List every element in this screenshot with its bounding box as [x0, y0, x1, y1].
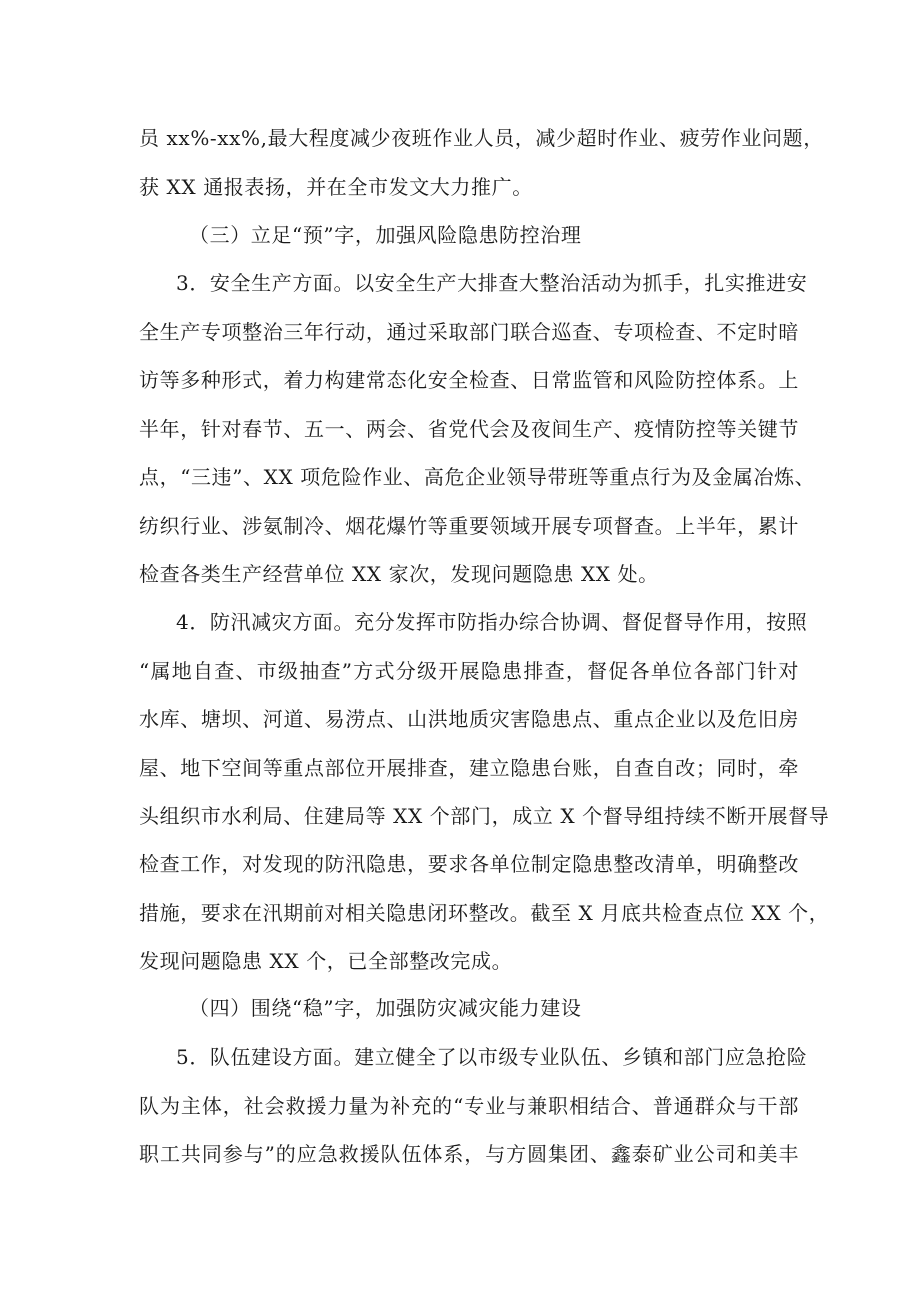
- paragraph-line: 4．防汛减灾方面。充分发挥市防指办综合协调、督促督导作用，按照: [176, 610, 808, 634]
- section-heading-3: （三）立足“预”字，加强风险隐患防控治理: [189, 223, 582, 247]
- paragraph-line: 员 xx%-xx%,最大程度减少夜班作业人员，减少超时作业、疲劳作业问题，: [139, 126, 824, 150]
- paragraph-line: “属地自查、市级抽查”方式分级开展隐患排查，督促各单位各部门针对: [139, 659, 799, 683]
- paragraph-line: 屋、地下空间等重点部位开展排查，建立隐患台账，自查自改；同时，牵: [139, 756, 799, 780]
- section-heading-4: （四）围绕“稳”字，加强防灾减灾能力建设: [189, 996, 582, 1020]
- paragraph-line: 检查工作，对发现的防汛隐患，要求各单位制定隐患整改清单，明确整改: [139, 852, 799, 876]
- paragraph-line: 措施，要求在汛期前对相关隐患闭环整改。截至 X 月底共检查点位 XX 个，: [139, 901, 830, 925]
- paragraph-line: 队为主体，社会救援力量为补充的“专业与兼职相结合、普通群众与干部: [139, 1094, 799, 1118]
- paragraph-line: 3．安全生产方面。以安全生产大排查大整治活动为抓手，扎实推进安: [176, 271, 808, 295]
- paragraph-line: 5．队伍建设方面。建立健全了以市级专业队伍、乡镇和部门应急抢险: [176, 1045, 808, 1069]
- paragraph-line: 检查各类生产经营单位 XX 家次，发现问题隐患 XX 处。: [139, 562, 659, 586]
- paragraph-line: 获 XX 通报表扬，并在全市发文大力推广。: [139, 175, 533, 199]
- paragraph-line: 全生产专项整治三年行动，通过采取部门联合巡查、专项检查、不定时暗: [139, 320, 799, 344]
- paragraph-line: 职工共同参与”的应急救援队伍体系，与方圆集团、鑫泰矿业公司和美丰: [139, 1142, 799, 1166]
- paragraph-line: 点，“三违”、XX 项危险作业、高危企业领导带班等重点行为及金属冶炼、: [139, 465, 816, 489]
- paragraph-line: 发现问题隐患 XX 个，已全部整改完成。: [139, 949, 513, 973]
- paragraph-line: 水库、塘坝、河道、易涝点、山洪地质灾害隐患点、重点企业以及危旧房: [139, 707, 799, 731]
- paragraph-line: 头组织市水利局、住建局等 XX 个部门，成立 X 个督导组持续不断开展督导: [139, 804, 830, 828]
- paragraph-line: 纺织行业、涉氨制冷、烟花爆竹等重要领域开展专项督查。上半年，累计: [139, 514, 799, 538]
- paragraph-line: 访等多种形式，着力构建常态化安全检查、日常监管和风险防控体系。上: [139, 368, 799, 392]
- paragraph-line: 半年，针对春节、五一、两会、省党代会及夜间生产、疫情防控等关键节: [139, 417, 799, 441]
